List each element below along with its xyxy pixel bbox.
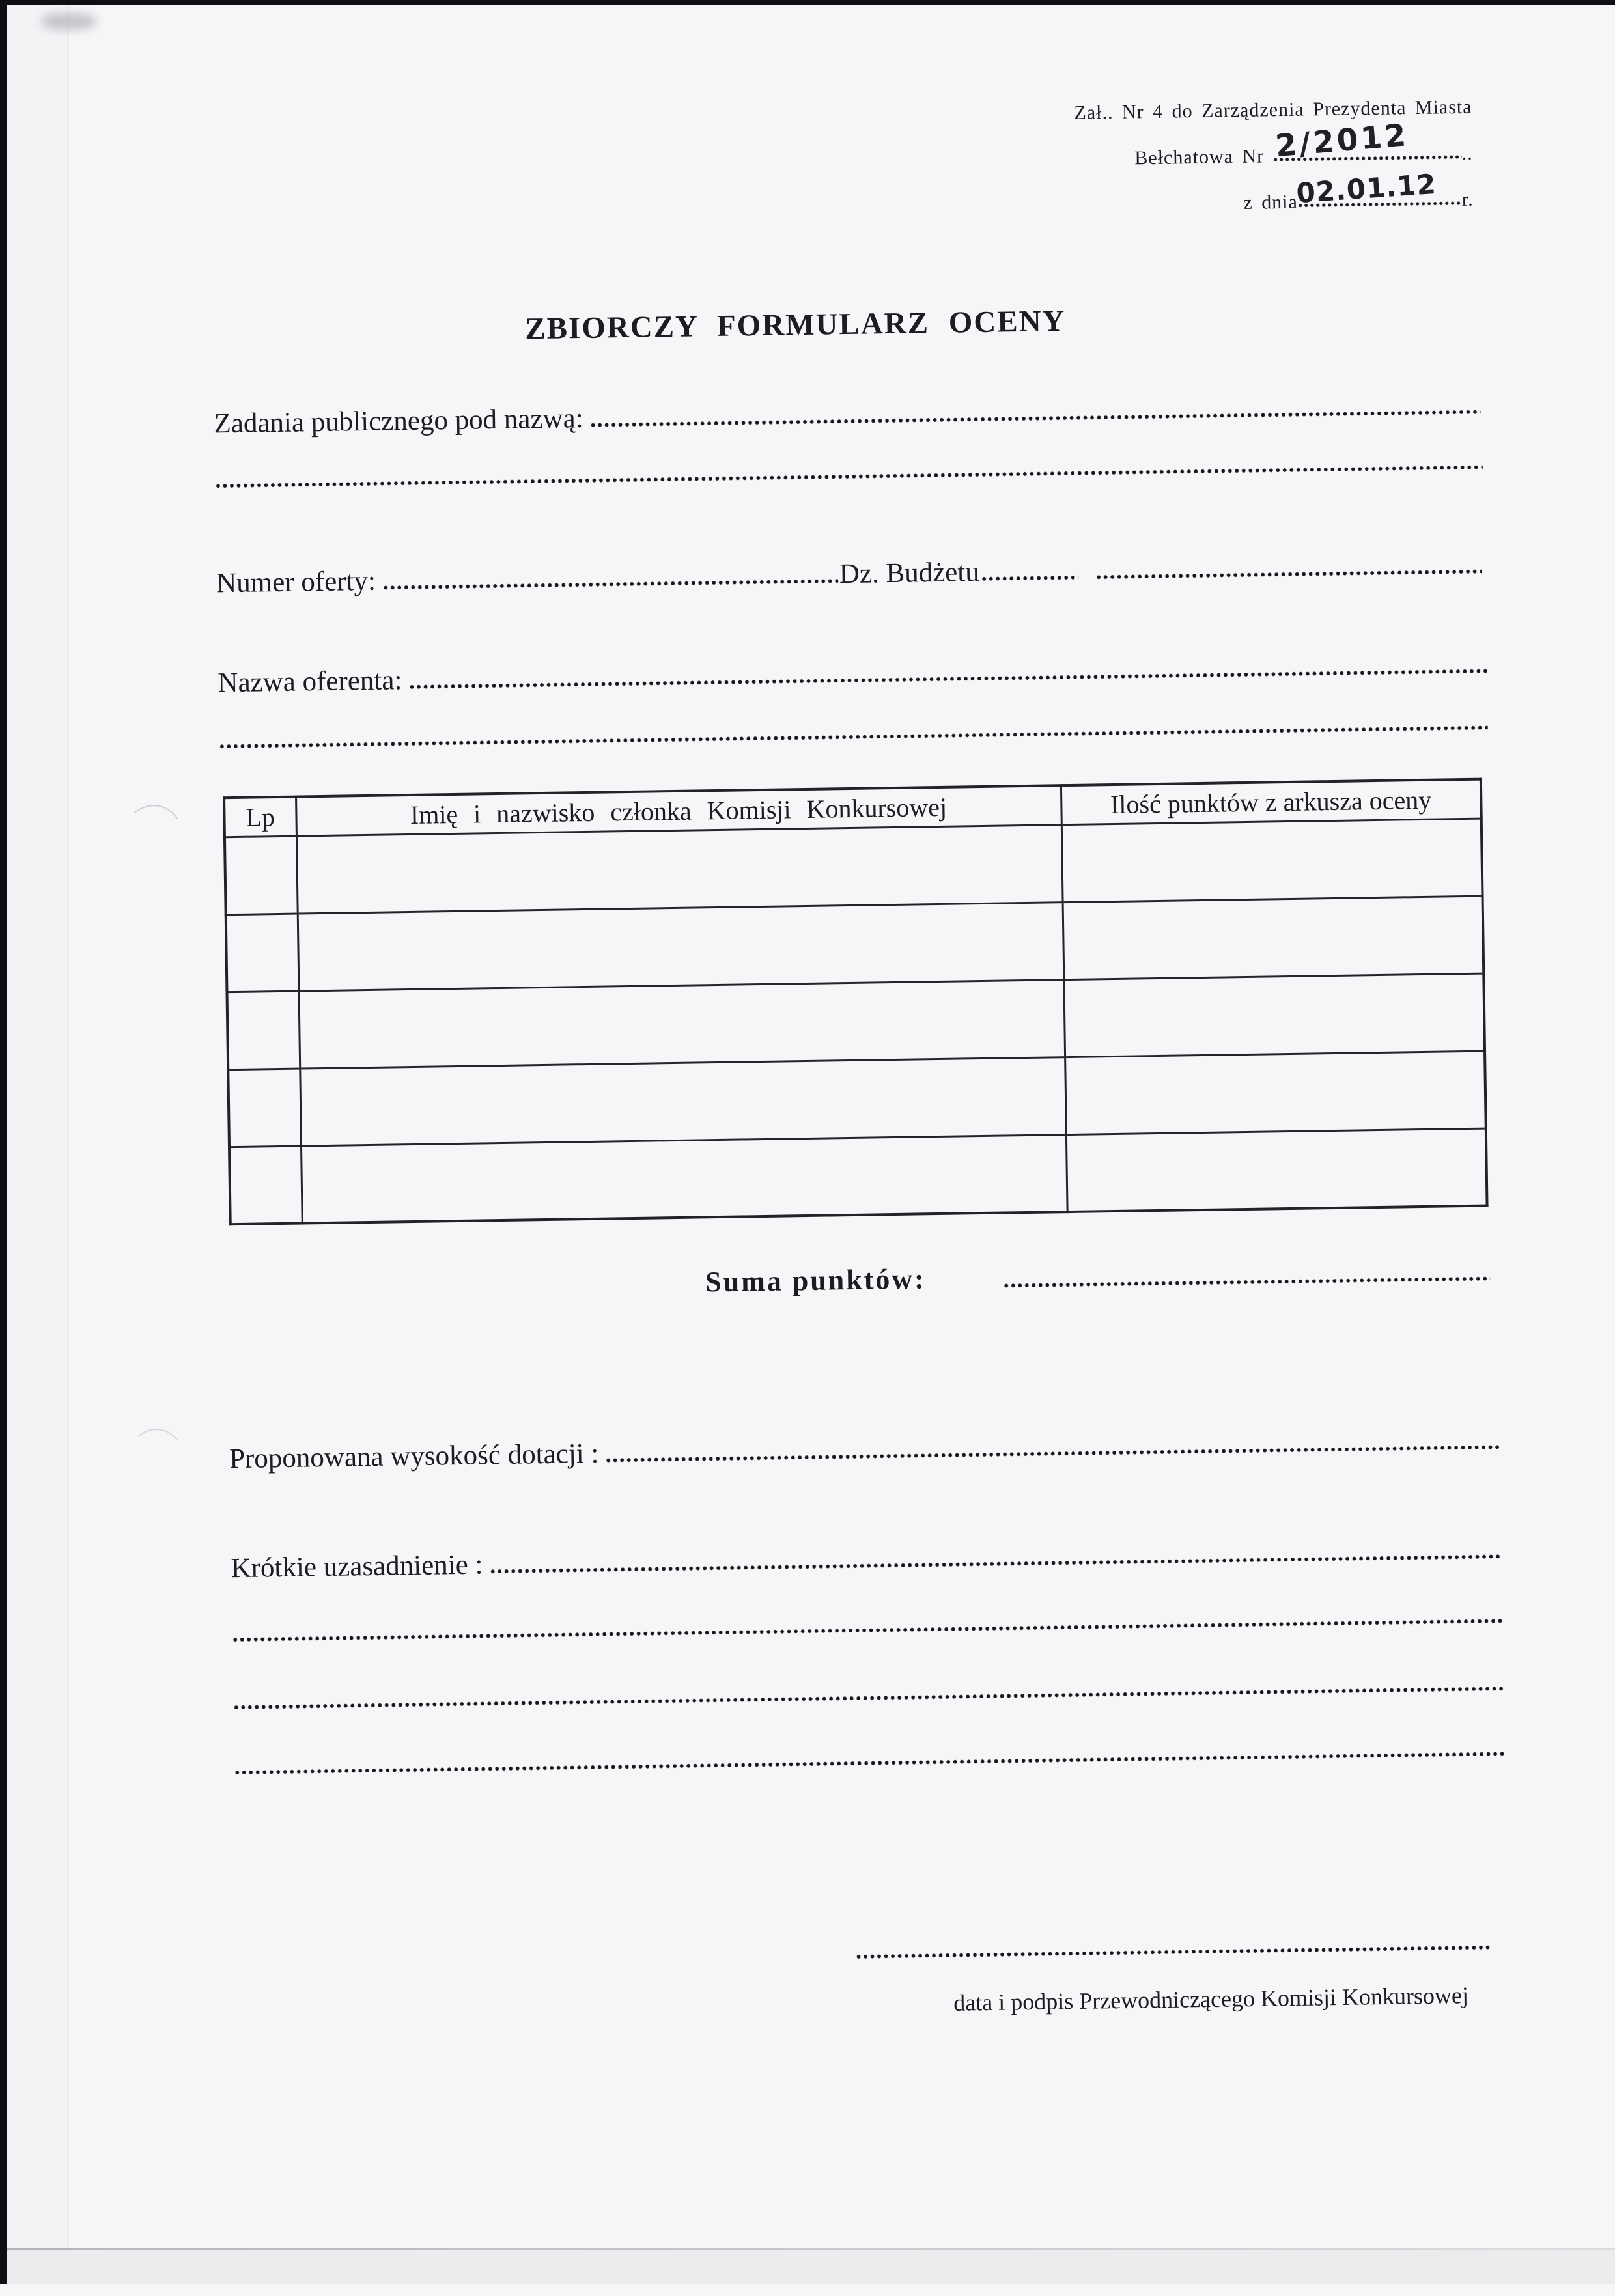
table-cell-empty bbox=[300, 1057, 1066, 1145]
budget-section-label: Dz. Budżetu bbox=[839, 556, 980, 589]
field-justification-continuation bbox=[232, 1598, 1503, 1649]
dotted-fill-line bbox=[382, 576, 838, 592]
dotted-fill-line bbox=[1095, 567, 1482, 582]
points-sum-label: Suma punktów: bbox=[705, 1263, 927, 1298]
evaluation-table bbox=[223, 778, 1489, 1226]
offer-number-label: Numer oferty: bbox=[216, 565, 376, 598]
table-cell-empty bbox=[298, 902, 1064, 990]
table-header-cell: Lp bbox=[224, 797, 296, 837]
dotted-fill-line bbox=[855, 1943, 1490, 1961]
attachment-note-dots-suffix: .. bbox=[1461, 142, 1473, 164]
field-task-name bbox=[214, 389, 1481, 440]
dotted-fill-line bbox=[590, 408, 1481, 430]
dotted-fill-line bbox=[1003, 1274, 1491, 1290]
field-proposed-grant bbox=[229, 1424, 1500, 1475]
dotted-fill-line bbox=[489, 1552, 1501, 1576]
table-cell-empty bbox=[227, 991, 300, 1070]
table-cell-empty bbox=[226, 914, 299, 992]
table-header-cell: Imię i nazwisko członka Komisji Konkursowej bbox=[296, 785, 1061, 835]
dotted-fill-line bbox=[981, 573, 1078, 583]
scanner-edge-left bbox=[0, 0, 7, 2284]
dotted-fill-line bbox=[234, 1749, 1504, 1777]
ordinance-number-label: Bełchatowa Nr bbox=[1134, 145, 1273, 169]
attachment-note-line3 bbox=[1075, 167, 1474, 229]
attachment-note-line1 bbox=[1074, 84, 1472, 136]
justification-label: Krótkie uzasadnienie : bbox=[231, 1549, 483, 1584]
field-task-name-continuation bbox=[214, 445, 1483, 496]
table-cell-empty bbox=[1063, 973, 1485, 1057]
table-header-cell: Ilość punktów z arkusza oceny bbox=[1061, 779, 1482, 825]
table-cell-empty bbox=[301, 1134, 1067, 1223]
table-cell-empty bbox=[228, 1069, 301, 1147]
field-justification-continuation bbox=[234, 1731, 1505, 1782]
table-cell-empty bbox=[1065, 1051, 1486, 1135]
page-title: ZBIORCZY FORMULARZ OCENY bbox=[524, 303, 1066, 346]
dotted-fill-line bbox=[219, 723, 1488, 751]
task-name-label: Zadania publicznego pod nazwą: bbox=[214, 402, 583, 439]
scanner-edge-top bbox=[0, 0, 1615, 5]
field-justification-continuation bbox=[232, 1666, 1504, 1716]
table-cell-empty bbox=[1063, 896, 1484, 980]
date-label: z dnia bbox=[1243, 191, 1299, 214]
dotted-fill-line bbox=[233, 1684, 1504, 1712]
field-offerer-name-continuation bbox=[218, 705, 1488, 755]
field-offerer-name bbox=[218, 648, 1487, 699]
offerer-name-label: Nazwa oferenta: bbox=[218, 664, 402, 698]
field-justification bbox=[231, 1533, 1502, 1584]
attachment-note-text: Zał.. Nr 4 do Zarządzenia Prezydenta Miasta bbox=[1074, 96, 1472, 124]
field-points-sum bbox=[705, 1255, 1491, 1299]
table-cell-empty bbox=[229, 1146, 302, 1225]
table-cell-empty bbox=[296, 824, 1063, 913]
dotted-fill-line bbox=[1295, 167, 1462, 210]
handwritten-date: 02.01.12 bbox=[1295, 167, 1438, 210]
date-year-suffix: r. bbox=[1461, 188, 1474, 210]
table-cell-empty bbox=[225, 836, 298, 915]
dotted-fill-line bbox=[215, 463, 1483, 491]
field-offer-number bbox=[216, 549, 1482, 600]
table-cell-empty bbox=[1061, 819, 1483, 903]
dotted-fill-line bbox=[232, 1616, 1502, 1644]
dotted-fill-line bbox=[408, 666, 1487, 692]
attachment-note bbox=[1074, 84, 1474, 229]
table-cell-empty bbox=[1066, 1128, 1487, 1212]
proposed-grant-label: Proponowana wysokość dotacji : bbox=[229, 1438, 599, 1474]
evaluation-table-wrap bbox=[223, 778, 1489, 1226]
signature-line bbox=[855, 1925, 1491, 1966]
handwritten-ordinance-number: 2/2012 bbox=[1274, 117, 1410, 165]
dotted-fill-line bbox=[605, 1442, 1500, 1464]
signature-caption: data i podpis Przewodniczącego Komisji Konkursowej bbox=[953, 1982, 1469, 2016]
table-cell-empty bbox=[298, 979, 1065, 1068]
